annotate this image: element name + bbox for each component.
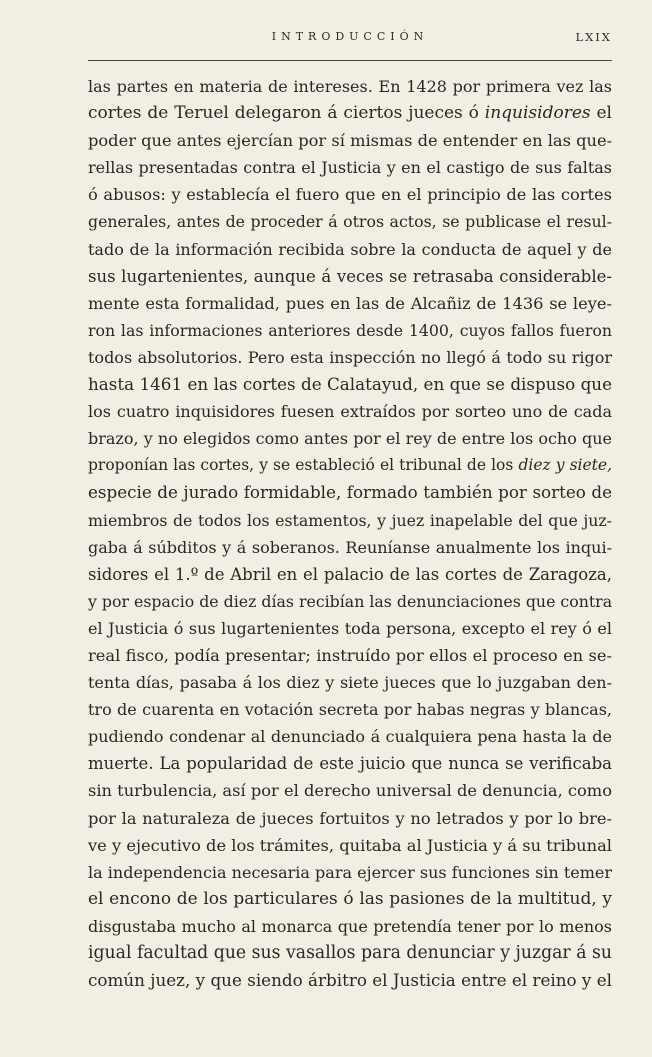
page-header (88, 30, 612, 52)
text-line-26: muerte. La popularidad de este juicio que nunca se verificaba (88, 754, 612, 774)
text-line-3: poder que antes ejercían por sí mismas de entender en las que- (88, 131, 613, 151)
text-line-23: tenta días, pasaba á los diez y siete jueces que lo juzgaban den- (88, 673, 612, 693)
text-line-15-roman: proponían las cortes, y se estableció el tribunal de los (88, 456, 514, 475)
text-line-1: las partes en materia de intereses. En 1428 por primera vez las (88, 77, 612, 96)
text-line-25: pudiendo condenar al denunciado á cualquiera pena hasta la de (88, 727, 612, 747)
text-line-22: real fisco, podía presentar; instruído por ellos el proceso en se- (88, 645, 612, 665)
text-line-10: ron las informaciones anteriores desde 1400, cuyos fallos fueron (88, 320, 612, 340)
text-line-21: el Justicia ó sus lugartenientes toda persona, excepto el rey ó el (88, 618, 612, 638)
italic-inquisidores: inquisidores (484, 103, 591, 124)
body-text (88, 73, 612, 994)
text-line-2-tail: el (590, 103, 612, 124)
header-rule (88, 60, 612, 61)
text-line-34: común juez, y que siendo árbitro el Justicia entre el reino y el (88, 970, 612, 991)
page-number: LXIX (575, 30, 612, 44)
text-line-32: disgustaba mucho al monarca que pretendía tener por lo menos (88, 916, 612, 936)
text-line-31: el encono de los particulares ó las pasiones de la multitud, y (88, 888, 612, 909)
text-line-16: especie de jurado formidable, formado también por sorteo de (88, 482, 612, 503)
text-line-19: sidores el 1.º de Abril en el palacio de las cortes de Zaragoza, (88, 564, 612, 584)
text-line-11: todos absolutorios. Pero esta inspección no llegó á todo su rigor (88, 347, 612, 367)
running-title: INTRODUCCIÓN (271, 30, 429, 43)
text-line-27: sin turbulencia, así por el derecho universal de denuncia, como (88, 781, 612, 801)
text-line-8: sus lugartenientes, aunque á veces se retrasaba considerable- (88, 266, 612, 286)
text-line-14: brazo, y no elegidos como antes por el rey de entre los ocho que (88, 429, 612, 449)
text-line-29: ve y ejecutivo de los trámites, quitaba al Justicia y á su tribunal (88, 835, 612, 855)
text-line-20: y por espacio de diez días recibían las denunciaciones que contra (88, 591, 613, 611)
text-line-18: gaba á súbditos y á soberanos. Reuníanse anualmente los inqui- (88, 537, 612, 557)
text-line-17: miembros de todos los estamentos, y juez inapelable del que juz- (88, 510, 612, 530)
text-line-33: igual facultad que sus vasallos para denunciar y juzgar á su (88, 943, 612, 963)
text-line-7: tado de la información recibida sobre la conducta de aquel y de (88, 239, 612, 259)
text-line-30: la independencia necesaria para ejercer sus funciones sin temer (88, 862, 612, 882)
text-line-5: ó abusos: y establecía el fuero que en el principio de las cortes (88, 185, 612, 205)
text-line-24: tro de cuarenta en votación secreta por habas negras y blancas, (88, 700, 612, 720)
text-line-9: mente esta formalidad, pues en las de Alcañiz de 1436 se leye- (88, 293, 612, 313)
text-line-2 (88, 100, 612, 127)
text-line-13: los cuatro inquisidores fuesen extraídos por sorteo uno de cada (88, 402, 612, 422)
text-line-28: por la naturaleza de jueces fortuitos y no letrados y por lo bre- (88, 808, 612, 828)
italic-diez-y-siete: diez y siete, (518, 456, 612, 475)
text-line-15 (88, 452, 612, 479)
text-line-12: hasta 1461 en las cortes de Calatayud, en que se dispuso que (88, 374, 612, 395)
text-line-2-roman: cortes de Teruel delegaron á ciertos jueces ó (88, 103, 479, 124)
text-line-6: generales, antes de proceder á otros actos, se publicase el resul- (88, 212, 612, 232)
text-line-4: rellas presentadas contra el Justicia y en el castigo de sus faltas (88, 158, 612, 178)
